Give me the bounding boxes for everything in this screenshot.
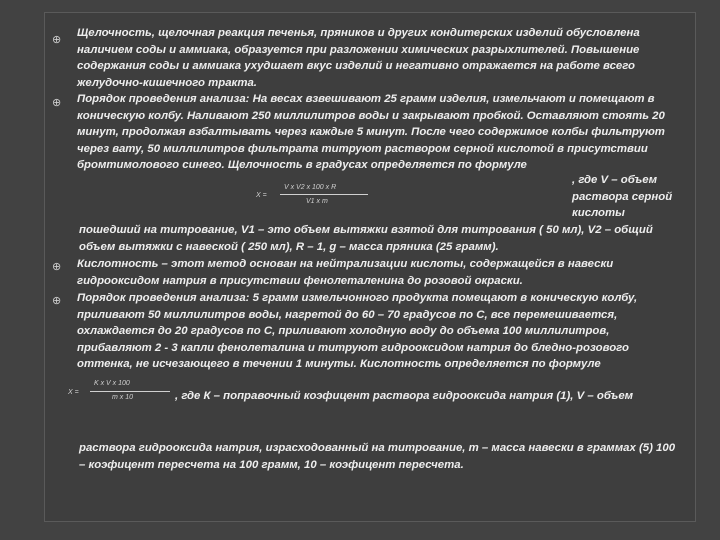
formula-acidity-denominator: m x 10 — [112, 394, 134, 401]
paragraph-variables: пошедший на титрование, V1 – это объем вытяжки взятой для титрования ( 50 мл), V2 – общий объем вытяжки с навеской ( 250 мл), R – 1, g – масса пряника (25 грамм). — [79, 224, 653, 253]
bullet-icon: ⊕ — [52, 34, 62, 46]
bullet-icon: ⊕ — [52, 97, 62, 109]
paragraph-acidity-intro: Кислотность – этот метод основан на нейтрализации кислоты, содержащейся в навески гидрооксидом натрия в присутствии фенолеталенина до розовой окраски. — [77, 258, 614, 287]
formula-alkalinity-denominator: V1 x m — [306, 198, 328, 205]
paragraph-alkalinity-procedure: Порядок проведения анализа: На весах взвешивают 25 грамм изделия, измельчают и помещают в коническую колбу. Наливают 250 миллилитров воды и закрывают пробкой. Оставляют стоять 20 минут, продолжая взбалтывать через каждые 5 минут. После чего содержимое колбы фильтруют через вату, 50 миллилитров фильтрата титруют раствором серной кислотой в присутствии бромтимолового синего. Щелочность в градусах определяется по формуле — [77, 93, 665, 172]
paragraph-alkalinity-intro: Щелочность, щелочная реакция печенья, пряников и других кондитерских изделий обусловлена наличием соды и аммиака, образуется при разложении химических разрыхлителей. Повышение содержания соды и аммиака ухудшает вкус изделий и негативно отражается на работе всего желудочно-кишечного тракта. — [77, 27, 640, 89]
formula-acidity-numerator: K x V x 100 — [94, 380, 130, 387]
paragraph-acidity-procedure: Порядок проведения анализа: 5 грамм измельчонного продукта помещают в коническую колбу, приливают 50 миллилитров воды, нагретой до 60 – 70 градусов по С, все перемешивается, охлаждается до 20 градусов по С, приливают холодную воду до объема 100 миллилитров, прибавляют 2 - 3 капли фенолеталина и титруют гидрооксидом натрия до бледно-розового оттенка, не исчезающего в течении 1 минуты. Кислотность определяется по формуле — [77, 292, 638, 371]
formula-alkalinity — [256, 184, 396, 212]
paragraph-acidity-formula-desc: , где К – поправочный коэфицент раствора гидрооксида натрия (1), V – объем — [175, 390, 634, 402]
bullet-icon: ⊕ — [52, 295, 62, 307]
formula-alkalinity-lhs: X = — [256, 192, 267, 199]
formula-acidity-lhs: X = — [68, 389, 79, 396]
paragraph-acidity-variables: раствора гидрооксида натрия, израсходованный на титрование, m – масса навески в граммах (5) 100 – коэфицент пересчета на 100 грамм, 10 – коэфицент пересчета. — [79, 442, 676, 471]
formula-alkalinity-numerator: V x V2 x 100 x R — [284, 184, 337, 191]
formula-alkalinity-fraction-bar — [280, 194, 368, 195]
bullet-icon: ⊕ — [52, 261, 62, 273]
paragraph-alkalinity-procedure-end: , где V – объем раствора серной кислоты — [572, 174, 673, 220]
